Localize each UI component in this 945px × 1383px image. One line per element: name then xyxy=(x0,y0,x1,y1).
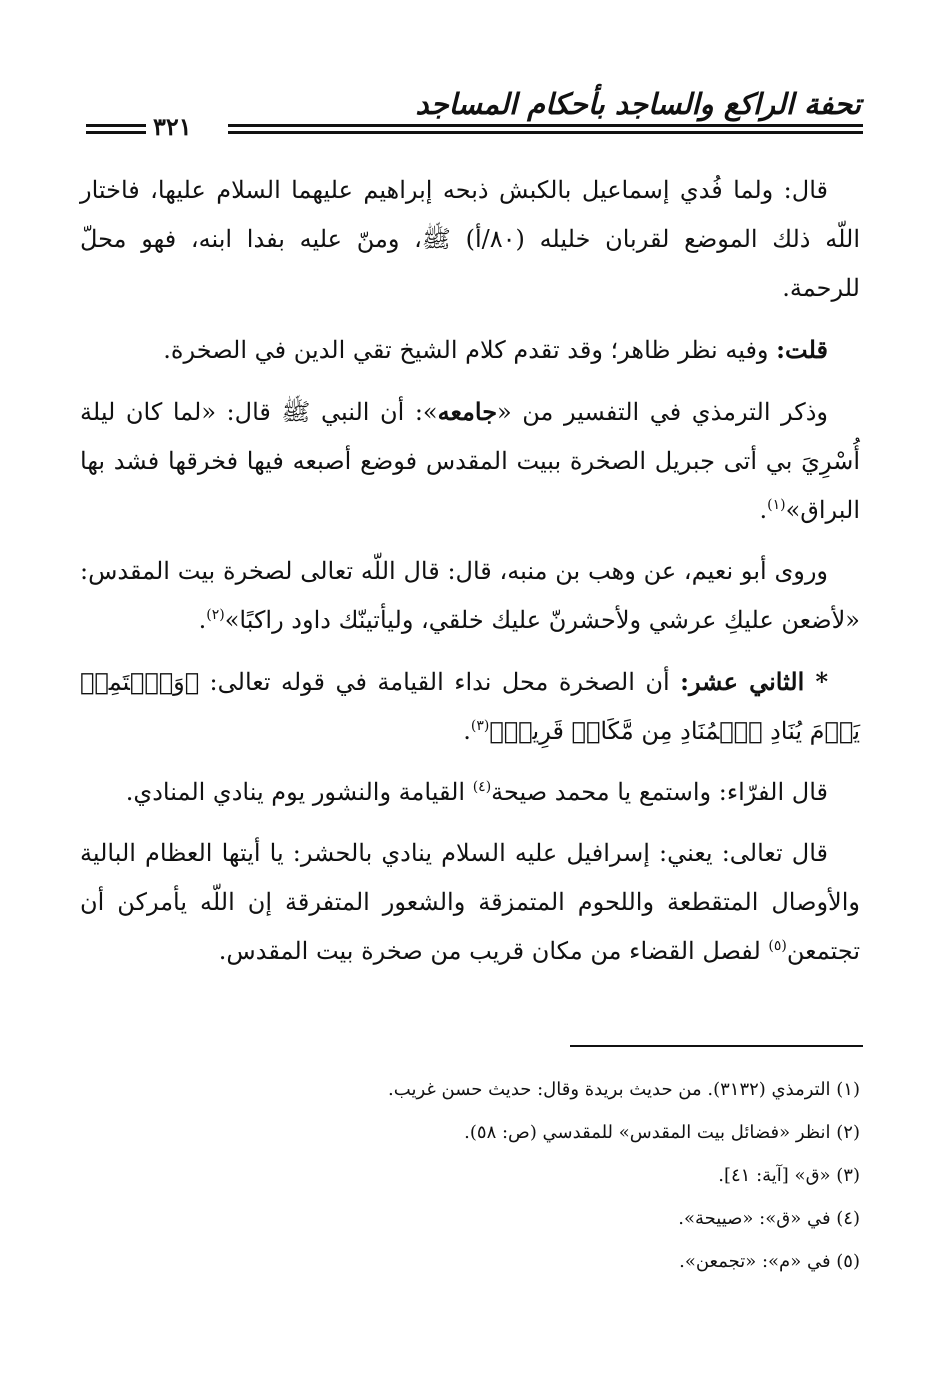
paragraph-text: وذكر الترمذي في التفسير من « xyxy=(497,398,828,426)
paragraph-end: . xyxy=(759,496,768,524)
footnote-separator xyxy=(570,1045,863,1047)
paragraph xyxy=(80,387,860,535)
paragraph-text: أن الصخرة محل نداء القيامة في قوله تعالى: ﴿وَٱسۡتَمِعۡ يَوۡمَ يُنَادِ ٱلۡمُنَادِ مِن مَّكَانٖ قَرِيبٖ﴾ xyxy=(80,668,860,745)
paragraph-end: القيامة والنشور يوم ينادي المنادي. xyxy=(125,778,473,806)
body-text xyxy=(80,166,860,988)
paragraph-text: قال: ولما فُدي إسماعيل بالكبش ذبحه إبراهيم عليهما السلام عليها، فاختار اللّه ذلك الموضع لقربان خليله (٨٠/أ) ﷺ، ومنّ عليه بفدا ابنه، فهو محلّ للرحمة. xyxy=(80,176,860,302)
paragraph-end: . xyxy=(463,717,471,745)
paragraph-text: »: أن النبي ﷺ قال: «لما كان ليلة أُسْرِيَ بي أتى جبريل الصخرة ببيت المقدس فوضع أصبعه فيها فخرقها فشد بها البراق» xyxy=(80,398,860,524)
footnotes xyxy=(80,1068,860,1283)
footnote-marker[interactable]: (٢) xyxy=(206,607,225,623)
paragraph xyxy=(80,829,860,976)
paragraph-end: لفصل القضاء من مكان قريب من صخرة بيت المقدس. xyxy=(218,937,769,965)
paragraph xyxy=(80,166,860,313)
paragraph-end: . xyxy=(198,606,207,634)
paragraph-text: قال تعالى: يعني: إسرافيل عليه السلام ينادي بالحشر: يا أيتها العظام البالية والأوصال المتقطعة واللحوم المتمزقة والشعور المتفرقة إن اللّه يأمركن أن تجتمعن xyxy=(80,839,860,965)
paragraph xyxy=(80,325,860,375)
footnote-marker[interactable]: (٥) xyxy=(768,938,787,954)
paragraph xyxy=(80,657,860,756)
paragraph-text: وفيه نظر ظاهر؛ وقد تقدم كلام الشيخ تقي الدين في الصخرة. xyxy=(163,336,777,364)
section-heading: * الثاني عشر: xyxy=(680,667,829,696)
footnote-3: (٣) «ق» [آية: ٤١]. xyxy=(718,1165,860,1186)
footnote-1: (١) الترمذي (٣١٣٢). من حديث بريدة وقال: حديث حسن غريب. xyxy=(388,1079,860,1100)
footnote-5: (٥) في «م»: «تجمعن». xyxy=(679,1251,860,1272)
book-name: جامعه xyxy=(437,397,498,426)
footnote-marker[interactable]: (١) xyxy=(767,497,786,513)
footnote-marker[interactable]: (٣) xyxy=(470,718,490,734)
header-rule-right-bottom xyxy=(228,131,863,134)
paragraph-text: قال الفرّاء: واستمع يا محمد صيحة xyxy=(491,778,828,806)
paragraph-lead: قلت: xyxy=(776,335,828,364)
paragraph-text: وروى أبو نعيم، عن وهب بن منبه، قال: قال اللّه تعالى لصخرة بيت المقدس: «لأضعن عليكِ عرشي ولأحشرنّ عليك خلقي، وليأتينّك داود راكبًا» xyxy=(80,557,860,634)
paragraph xyxy=(80,547,860,645)
header-rule-left-bottom xyxy=(86,131,146,134)
header-rule-left-top xyxy=(86,124,146,127)
footnote-4: (٤) في «ق»: «صييحة». xyxy=(678,1208,860,1229)
running-header-title: تحفة الراكع والساجد بأحكام المساجد xyxy=(415,87,861,121)
page-number: ٣٢١ xyxy=(153,112,192,141)
paragraph xyxy=(80,768,860,817)
header-rule-right-top xyxy=(228,124,863,127)
footnote-marker[interactable]: (٤) xyxy=(472,779,492,795)
footnote-2: (٢) انظر «فضائل بيت المقدس» للمقدسي (ص: ٥٨). xyxy=(464,1122,860,1143)
